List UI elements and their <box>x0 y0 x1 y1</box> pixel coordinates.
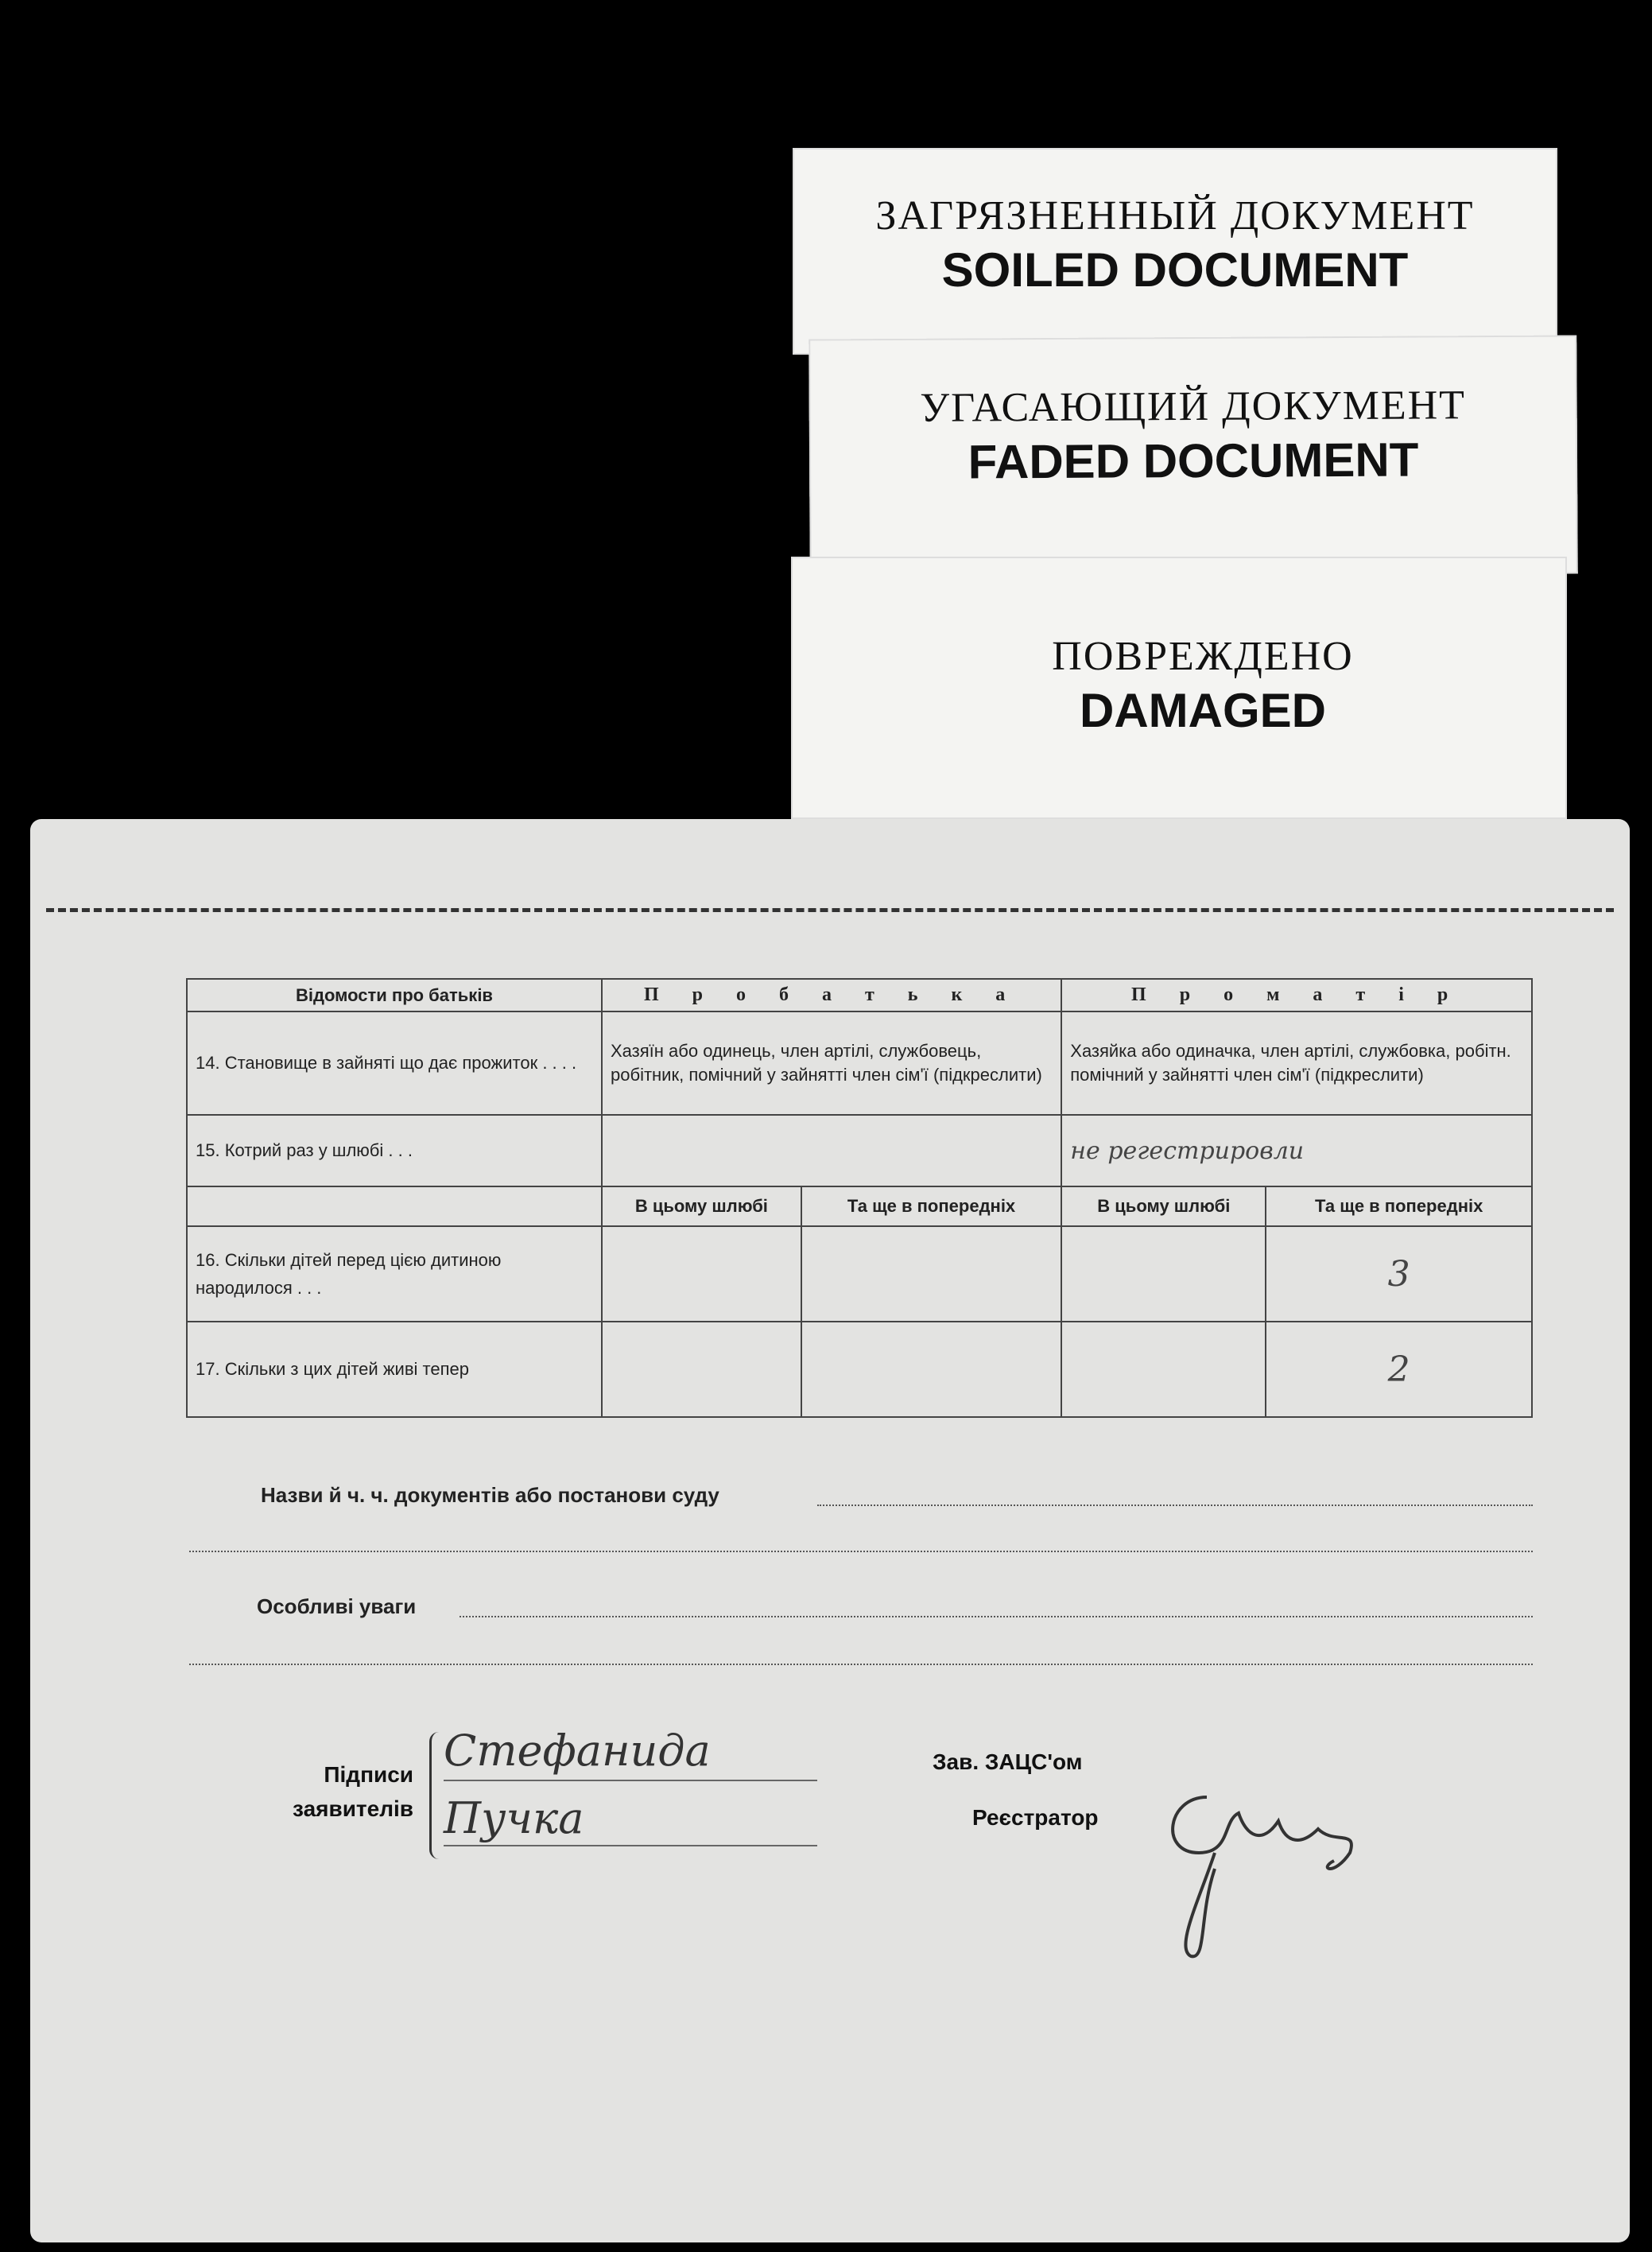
form-sheet <box>30 819 1630 2242</box>
documents-dots <box>817 1505 1533 1506</box>
damaged-label-en: DAMAGED <box>1080 684 1326 737</box>
applicant1-line <box>444 1780 817 1781</box>
table-row <box>187 1226 1532 1322</box>
signature-brace <box>429 1732 443 1859</box>
table-subheader-row <box>187 1186 1532 1226</box>
row17-mother-previous: 2 <box>1266 1322 1532 1417</box>
row17-father-previous <box>801 1322 1062 1417</box>
row14-label: 14. Становище в зайняті що дає прожиток . . . . <box>187 1011 602 1115</box>
row16-mother-previous: 3 <box>1266 1226 1532 1322</box>
row14-mother: Хазяйка або одиначка, член артілі, службовка, робітн. помічний у зайнятті член сім'ї (підкреслити) <box>1061 1011 1532 1115</box>
header-parents-info: Відомости про батьків <box>187 979 602 1011</box>
table-row <box>187 1011 1532 1115</box>
notes-dots-2 <box>189 1664 1533 1665</box>
header-father: П р о б а т ь к а <box>602 979 1061 1011</box>
faded-document-label <box>809 335 1578 577</box>
perforation-line <box>46 908 1614 912</box>
subheader-mother-this: В цьому шлюбі <box>1061 1186 1266 1226</box>
row16-father-this <box>602 1226 801 1322</box>
documents-dots-2 <box>189 1551 1533 1552</box>
header-mother: П р о м а т і р <box>1061 979 1532 1011</box>
table-row <box>187 1115 1532 1186</box>
parents-info-table <box>186 978 1533 1418</box>
row15-father <box>602 1115 1061 1186</box>
documents-field-label: Назви й ч. ч. документів або постанови суду <box>261 1483 719 1507</box>
row17-label: 17. Скільки з цих дітей живі тепер <box>187 1322 602 1417</box>
row16-mother-this <box>1061 1226 1266 1322</box>
row17-mother-this <box>1061 1322 1266 1417</box>
subheader-mother-previous: Та ще в попередніх <box>1266 1186 1532 1226</box>
subheader-spacer <box>187 1186 602 1226</box>
applicant1-signature: Стефанида <box>444 1726 711 1776</box>
subheader-father-previous: Та ще в попередніх <box>801 1186 1062 1226</box>
row15-mother: не регестрировли <box>1061 1115 1532 1186</box>
faded-label-ru: УГАСАЮЩИЙ ДОКУМЕНТ <box>920 382 1467 431</box>
applicant2-signature: Пучка <box>444 1793 584 1843</box>
row16-father-previous <box>801 1226 1062 1322</box>
soiled-label-ru: ЗАГРЯЗНЕННЫЙ ДОКУМЕНТ <box>875 193 1475 239</box>
row16-label: 16. Скільки дітей перед цією дитиною народилося . . . <box>187 1226 602 1322</box>
table-header-row <box>187 979 1532 1011</box>
row14-father: Хазяїн або одинець, член артілі, службовець, робітник, помічний у зайнятті член сім'ї (підкреслити) <box>602 1011 1061 1115</box>
applicants-signature-label: Підписи заявителів <box>293 1762 413 1822</box>
head-zags-label: Зав. ЗАЦС'ом <box>933 1749 1083 1774</box>
row17-father-this <box>602 1322 801 1417</box>
soiled-label-en: SOILED DOCUMENT <box>941 243 1409 297</box>
notes-dots <box>460 1616 1533 1617</box>
damaged-document-label <box>791 557 1567 819</box>
notes-field-label: Особливі уваги <box>257 1594 417 1618</box>
registrar-label: Реєстратор <box>972 1805 1099 1830</box>
table-row <box>187 1322 1532 1417</box>
registrar-signature <box>1143 1765 1398 1964</box>
subheader-father-this: В цьому шлюбі <box>602 1186 801 1226</box>
damaged-label-ru: ПОВРЕЖДЕНО <box>1052 634 1354 679</box>
row15-label: 15. Котрий раз у шлюбі . . . <box>187 1115 602 1186</box>
soiled-document-label <box>793 148 1557 355</box>
applicant2-line <box>444 1845 817 1846</box>
faded-label-en: FADED DOCUMENT <box>968 433 1419 489</box>
